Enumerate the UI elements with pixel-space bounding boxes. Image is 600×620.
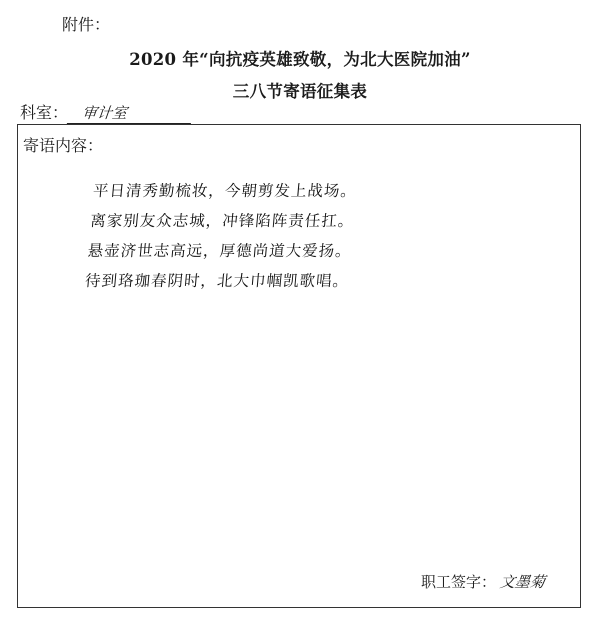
- signature-label: 职工签字：: [420, 573, 496, 591]
- form-subtitle: 三八节寄语征集表: [232, 82, 368, 101]
- department-label: 科室：: [20, 103, 69, 122]
- form-title: 2020 年“向抗疫英雄致敬，为北大医院加油”: [129, 50, 471, 69]
- poem-line: 待到珞珈春阴时，北大巾帼凯歌唱。: [84, 272, 350, 290]
- department-value: 审计室: [67, 102, 193, 124]
- message-label: 寄语内容：: [23, 136, 104, 155]
- department-row: [20, 100, 192, 124]
- handwritten-poem: [84, 176, 359, 296]
- signature-row: [421, 571, 545, 592]
- signature-value: 文墨菊: [498, 573, 547, 591]
- poem-line: 平日清秀勤梳妆，今朝剪发上战场。: [92, 182, 358, 200]
- message-box: [17, 124, 581, 608]
- poem-line: 离家别友众志城，冲锋陷阵责任扛。: [89, 212, 356, 230]
- poem-line: 悬壶济世志高远，厚德尚道大爱扬。: [86, 242, 353, 260]
- attachment-label: 附件：: [62, 15, 111, 34]
